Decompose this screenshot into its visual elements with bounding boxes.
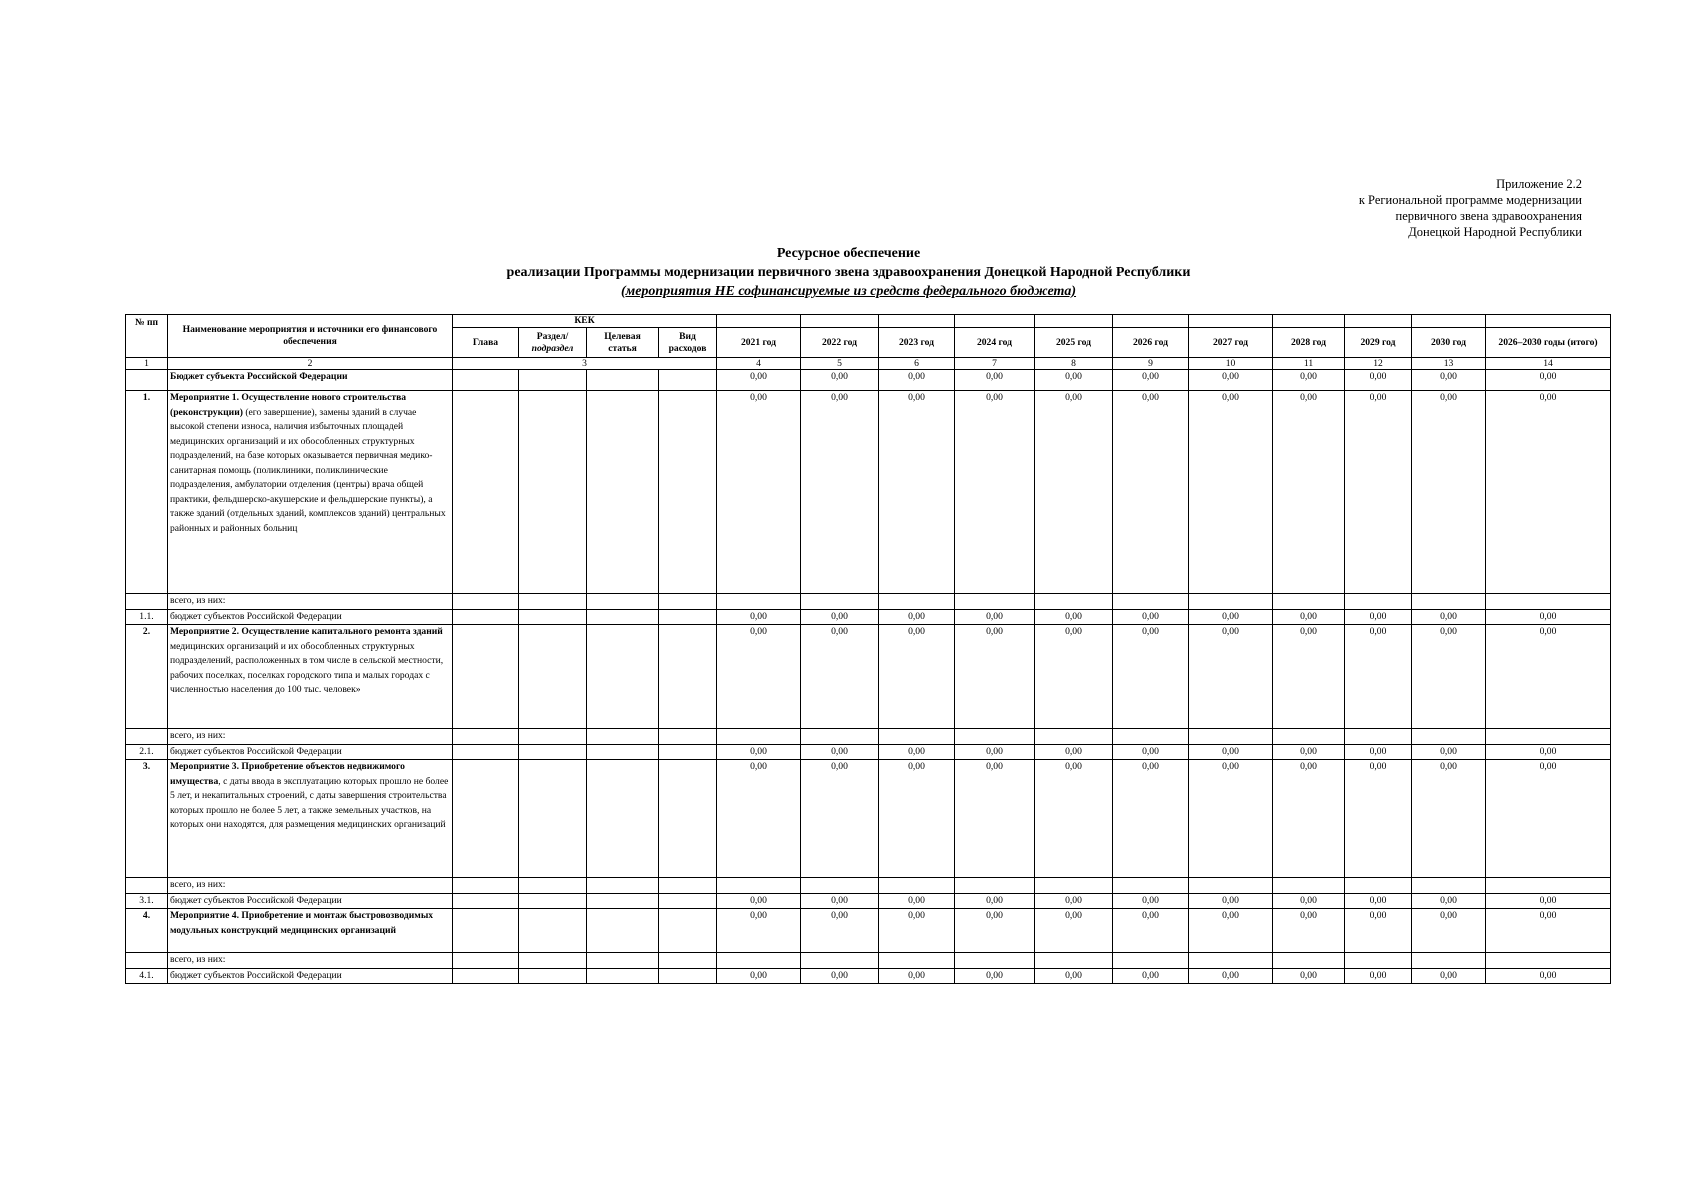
row-number [126, 594, 168, 610]
value-cell: 0,00 [717, 968, 801, 984]
value-cell: 0,00 [1412, 909, 1486, 953]
value-cell: 0,00 [801, 744, 879, 760]
kek-cell [587, 609, 659, 625]
value-cell: 0,00 [801, 625, 879, 729]
value-cell: 0,00 [1189, 609, 1273, 625]
kek-cell [587, 625, 659, 729]
sub-row [126, 968, 1611, 984]
total-row [126, 878, 1611, 894]
value-cell [1273, 729, 1345, 745]
kek-cell [659, 625, 717, 729]
value-cell: 0,00 [955, 625, 1035, 729]
value-cell: 0,00 [879, 968, 955, 984]
value-cell [879, 594, 955, 610]
measure-title: Мероприятие 4. Приобретение и монтаж быстровозводимых модульных конструкций медицинских организаций [170, 910, 434, 936]
header-year: 2030 год [1412, 328, 1486, 358]
kek-cell [519, 391, 587, 594]
value-cell: 0,00 [1486, 893, 1611, 909]
value-cell [1345, 729, 1412, 745]
header-year: 2024 год [955, 328, 1035, 358]
value-cell: 0,00 [955, 744, 1035, 760]
value-cell: 0,00 [717, 893, 801, 909]
row-number: 2. [126, 625, 168, 729]
value-cell [1113, 953, 1189, 969]
document-heading [0, 244, 1697, 301]
kek-cell [587, 953, 659, 969]
value-cell: 0,00 [717, 760, 801, 878]
kek-cell [659, 760, 717, 878]
appendix-note [1162, 176, 1582, 240]
value-cell [1345, 878, 1412, 894]
value-cell [1486, 953, 1611, 969]
measure-row [126, 909, 1611, 953]
value-cell: 0,00 [1113, 370, 1189, 391]
value-cell [1035, 878, 1113, 894]
appendix-line: первичного звена здравоохранения [1395, 209, 1582, 223]
value-cell: 0,00 [1345, 609, 1412, 625]
row-number: 1.1. [126, 609, 168, 625]
value-cell: 0,00 [1486, 625, 1611, 729]
value-cell: 0,00 [1189, 909, 1273, 953]
kek-cell [519, 594, 587, 610]
value-cell: 0,00 [1035, 370, 1113, 391]
kek-cell [659, 878, 717, 894]
row-label: бюджет субъектов Российской Федерации [168, 893, 453, 909]
kek-cell [519, 878, 587, 894]
header-celevaya: Целевая статья [587, 328, 659, 358]
measure-description: (его завершение), замены зданий в случае высокой степени износа, наличия избыточных площадей медицинских организаций и их обособленных структурных подразделений, на базе которых оказывается первичная медико-санитарная помощь (поликлиники, поликлинические подразделения, амбулатории отделения (центры) врача общей практики, фельдшерско-акушерские и фельдшерские пункты), а также зданий (отдельных зданий, комплексов зданий) центральных районных и районных больниц [170, 406, 446, 534]
value-cell: 0,00 [1273, 893, 1345, 909]
value-cell: 0,00 [1113, 609, 1189, 625]
kek-cell [587, 760, 659, 878]
total-row [126, 953, 1611, 969]
value-cell: 0,00 [879, 909, 955, 953]
value-cell: 0,00 [1345, 370, 1412, 391]
kek-cell [453, 760, 519, 878]
value-cell [801, 953, 879, 969]
kek-cell [659, 609, 717, 625]
value-cell [1189, 953, 1273, 969]
value-cell: 0,00 [879, 391, 955, 594]
value-cell: 0,00 [1486, 760, 1611, 878]
value-cell [1035, 594, 1113, 610]
value-cell: 0,00 [955, 370, 1035, 391]
value-cell [955, 729, 1035, 745]
value-cell: 0,00 [1035, 909, 1113, 953]
value-cell [1273, 953, 1345, 969]
value-cell: 0,00 [879, 609, 955, 625]
value-cell: 0,00 [801, 391, 879, 594]
appendix-line: Приложение 2.2 [1496, 177, 1582, 191]
value-cell [1273, 878, 1345, 894]
row-label: Бюджет субъекта Российской Федерации [168, 370, 453, 391]
value-cell [1486, 878, 1611, 894]
measure-name [168, 760, 453, 878]
value-cell: 0,00 [1412, 744, 1486, 760]
kek-cell [659, 893, 717, 909]
value-cell: 0,00 [1412, 968, 1486, 984]
row-number: 3. [126, 760, 168, 878]
kek-cell [453, 370, 519, 391]
appendix-line: к Региональной программе модернизации [1358, 193, 1582, 207]
kek-cell [519, 729, 587, 745]
value-cell [1273, 594, 1345, 610]
kek-cell [519, 609, 587, 625]
value-cell [1189, 594, 1273, 610]
row-number: 4.1. [126, 968, 168, 984]
sub-row [126, 744, 1611, 760]
value-cell: 0,00 [1189, 744, 1273, 760]
kek-cell [587, 370, 659, 391]
value-cell [955, 953, 1035, 969]
row-label: всего, из них: [168, 594, 453, 610]
value-cell: 0,00 [1035, 893, 1113, 909]
value-cell: 0,00 [1273, 909, 1345, 953]
value-cell [879, 729, 955, 745]
value-cell: 0,00 [879, 625, 955, 729]
value-cell: 0,00 [1486, 370, 1611, 391]
value-cell [717, 953, 801, 969]
kek-cell [519, 760, 587, 878]
value-cell [1486, 594, 1611, 610]
header-year: 2027 год [1189, 328, 1273, 358]
value-cell: 0,00 [1113, 625, 1189, 729]
heading-subtitle: реализации Программы модернизации первичного звена здравоохранения Донецкой Народной Республики [506, 265, 1191, 280]
resource-table [125, 314, 1611, 984]
header-no: № пп [126, 315, 168, 358]
row-label: бюджет субъектов Российской Федерации [168, 744, 453, 760]
value-cell: 0,00 [801, 968, 879, 984]
value-cell: 0,00 [1345, 391, 1412, 594]
kek-cell [453, 893, 519, 909]
row-number: 2.1. [126, 744, 168, 760]
header-year: 2022 год [801, 328, 879, 358]
value-cell [1113, 878, 1189, 894]
kek-cell [587, 594, 659, 610]
kek-cell [587, 878, 659, 894]
value-cell: 0,00 [1035, 744, 1113, 760]
value-cell [1345, 594, 1412, 610]
value-cell [1189, 729, 1273, 745]
value-cell [1113, 729, 1189, 745]
kek-cell [453, 968, 519, 984]
heading-title: Ресурсное обеспечение [776, 246, 921, 261]
header-row-1 [126, 315, 1611, 328]
kek-cell [453, 878, 519, 894]
value-cell: 0,00 [1345, 893, 1412, 909]
row-number: 3.1. [126, 893, 168, 909]
kek-cell [587, 893, 659, 909]
value-cell: 0,00 [717, 625, 801, 729]
kek-cell [519, 893, 587, 909]
value-cell [801, 878, 879, 894]
row-label: всего, из них: [168, 878, 453, 894]
value-cell: 0,00 [955, 760, 1035, 878]
row-label: бюджет субъектов Российской Федерации [168, 968, 453, 984]
value-cell: 0,00 [1273, 609, 1345, 625]
value-cell [717, 594, 801, 610]
value-cell: 0,00 [1273, 744, 1345, 760]
kek-cell [453, 625, 519, 729]
value-cell: 0,00 [717, 909, 801, 953]
header-year-total: 2026–2030 годы (итого) [1486, 328, 1611, 358]
value-cell: 0,00 [1189, 760, 1273, 878]
value-cell: 0,00 [1113, 391, 1189, 594]
value-cell [1189, 878, 1273, 894]
value-cell [1035, 729, 1113, 745]
kek-cell [659, 370, 717, 391]
value-cell: 0,00 [879, 893, 955, 909]
header-year: 2026 год [1113, 328, 1189, 358]
kek-cell [659, 953, 717, 969]
kek-cell [519, 370, 587, 391]
kek-cell [659, 968, 717, 984]
value-cell [801, 729, 879, 745]
kek-cell [519, 744, 587, 760]
value-cell [1412, 878, 1486, 894]
value-cell [717, 729, 801, 745]
header-year: 2021 год [717, 328, 801, 358]
value-cell [1412, 594, 1486, 610]
header-razdel: Раздел/ подраздел [519, 328, 587, 358]
value-cell [1412, 729, 1486, 745]
sub-row [126, 893, 1611, 909]
kek-cell [587, 968, 659, 984]
value-cell: 0,00 [801, 609, 879, 625]
value-cell: 0,00 [1189, 893, 1273, 909]
kek-cell [587, 729, 659, 745]
header-glava: Глава [453, 328, 519, 358]
total-row [126, 594, 1611, 610]
value-cell: 0,00 [717, 391, 801, 594]
row-number [126, 729, 168, 745]
value-cell: 0,00 [955, 968, 1035, 984]
kek-cell [453, 909, 519, 953]
value-cell: 0,00 [1113, 893, 1189, 909]
value-cell: 0,00 [1345, 909, 1412, 953]
value-cell: 0,00 [1035, 391, 1113, 594]
header-year: 2025 год [1035, 328, 1113, 358]
value-cell: 0,00 [1189, 968, 1273, 984]
value-cell: 0,00 [1113, 909, 1189, 953]
value-cell: 0,00 [1273, 370, 1345, 391]
value-cell: 0,00 [1412, 609, 1486, 625]
measure-name [168, 391, 453, 594]
measure-title: Мероприятие 2. Осуществление капитального ремонта зданий [170, 626, 443, 637]
value-cell: 0,00 [1035, 625, 1113, 729]
row-number: 1. [126, 391, 168, 594]
value-cell: 0,00 [801, 370, 879, 391]
value-cell: 0,00 [1273, 760, 1345, 878]
value-cell: 0,00 [801, 909, 879, 953]
row-label: всего, из них: [168, 953, 453, 969]
budget-row [126, 370, 1611, 391]
row-number [126, 953, 168, 969]
row-number [126, 370, 168, 391]
measure-row [126, 391, 1611, 594]
value-cell: 0,00 [1486, 391, 1611, 594]
sub-row [126, 609, 1611, 625]
value-cell: 0,00 [801, 893, 879, 909]
value-cell: 0,00 [1113, 968, 1189, 984]
measure-description: медицинских организаций и их обособленных структурных подразделений, расположенных в том числе в сельской местности, рабочих поселках, поселках городского типа и малых городах с численностью населения до 100 тыс. человек» [170, 640, 444, 695]
value-cell: 0,00 [879, 370, 955, 391]
kek-cell [659, 744, 717, 760]
value-cell: 0,00 [1035, 609, 1113, 625]
kek-cell [453, 729, 519, 745]
value-cell: 0,00 [1189, 370, 1273, 391]
value-cell: 0,00 [1412, 370, 1486, 391]
value-cell [717, 878, 801, 894]
value-cell: 0,00 [1035, 968, 1113, 984]
measure-row [126, 760, 1611, 878]
header-year: 2023 год [879, 328, 955, 358]
value-cell: 0,00 [1035, 760, 1113, 878]
value-cell: 0,00 [1345, 968, 1412, 984]
value-cell [1113, 594, 1189, 610]
value-cell: 0,00 [1189, 625, 1273, 729]
value-cell: 0,00 [717, 609, 801, 625]
kek-cell [519, 953, 587, 969]
value-cell: 0,00 [1486, 744, 1611, 760]
kek-cell [587, 744, 659, 760]
column-number-row: 1 2 3 4 5 6 7 8 9 10 11 12 13 14 [126, 358, 1611, 370]
value-cell: 0,00 [1412, 893, 1486, 909]
value-cell: 0,00 [1486, 909, 1611, 953]
value-cell: 0,00 [879, 744, 955, 760]
appendix-line: Донецкой Народной Республики [1408, 225, 1582, 239]
value-cell [879, 953, 955, 969]
value-cell: 0,00 [1345, 625, 1412, 729]
kek-cell [519, 968, 587, 984]
measure-name [168, 909, 453, 953]
kek-cell [519, 909, 587, 953]
value-cell: 0,00 [1345, 744, 1412, 760]
measure-title: Мероприятие 1. Осуществление нового строительства (реконструкции) [170, 392, 407, 418]
value-cell: 0,00 [955, 609, 1035, 625]
header-year: 2029 год [1345, 328, 1412, 358]
kek-cell [453, 609, 519, 625]
measure-description: , с даты ввода в эксплуатацию которых прошло не более 5 лет, и некапитальных строений, с даты завершения строительства которых прошло не более 5 лет, а также земельных участков, на которых они находятся, для размещения медицинских организаций [170, 775, 449, 830]
measure-row [126, 625, 1611, 729]
measure-title: Мероприятие 3. Приобретение объектов недвижимого имущества [170, 761, 405, 787]
value-cell: 0,00 [717, 744, 801, 760]
kek-cell [519, 625, 587, 729]
value-cell: 0,00 [1412, 391, 1486, 594]
header-year: 2028 год [1273, 328, 1345, 358]
measure-name [168, 625, 453, 729]
header-name: Наименование мероприятия и источники его финансового обеспечения [168, 315, 453, 358]
kek-cell [453, 744, 519, 760]
value-cell [1345, 953, 1412, 969]
value-cell: 0,00 [955, 909, 1035, 953]
kek-cell [453, 594, 519, 610]
value-cell: 0,00 [1412, 625, 1486, 729]
kek-cell [659, 909, 717, 953]
row-label: бюджет субъектов Российской Федерации [168, 609, 453, 625]
value-cell [955, 878, 1035, 894]
row-number: 4. [126, 909, 168, 953]
value-cell: 0,00 [1273, 391, 1345, 594]
value-cell: 0,00 [1345, 760, 1412, 878]
value-cell: 0,00 [1273, 968, 1345, 984]
kek-cell [659, 729, 717, 745]
value-cell [801, 594, 879, 610]
heading-note: (мероприятия НЕ софинансируемые из средств федерального бюджета) [620, 284, 1077, 299]
kek-cell [587, 391, 659, 594]
row-label: всего, из них: [168, 729, 453, 745]
value-cell: 0,00 [1412, 760, 1486, 878]
value-cell: 0,00 [955, 893, 1035, 909]
kek-cell [453, 953, 519, 969]
kek-cell [659, 391, 717, 594]
kek-cell [587, 909, 659, 953]
value-cell: 0,00 [955, 391, 1035, 594]
value-cell: 0,00 [879, 760, 955, 878]
value-cell: 0,00 [1486, 609, 1611, 625]
value-cell: 0,00 [717, 370, 801, 391]
value-cell: 0,00 [1273, 625, 1345, 729]
value-cell: 0,00 [1113, 744, 1189, 760]
row-number [126, 878, 168, 894]
header-kek: КЕК [453, 315, 717, 328]
kek-cell [659, 594, 717, 610]
value-cell [955, 594, 1035, 610]
kek-cell [453, 391, 519, 594]
value-cell [1035, 953, 1113, 969]
header-vid: Вид расходов [659, 328, 717, 358]
value-cell: 0,00 [1189, 391, 1273, 594]
value-cell: 0,00 [1486, 968, 1611, 984]
value-cell: 0,00 [1113, 760, 1189, 878]
value-cell: 0,00 [801, 760, 879, 878]
value-cell [1486, 729, 1611, 745]
total-row [126, 729, 1611, 745]
value-cell [1412, 953, 1486, 969]
value-cell [879, 878, 955, 894]
